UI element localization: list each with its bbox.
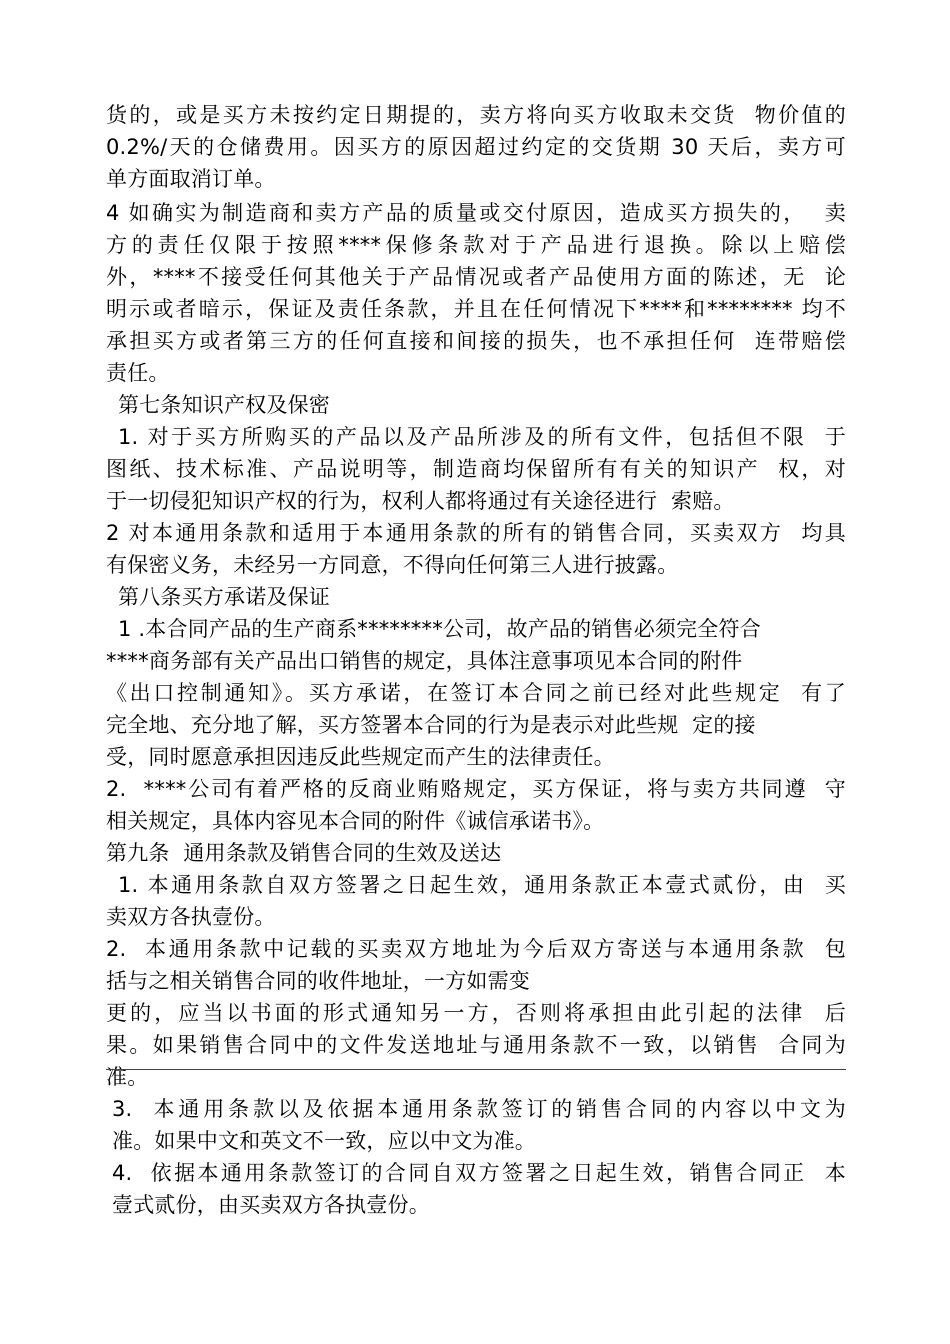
text-line: 壹式贰份，由买卖双方各执壹份。 [112,1193,430,1217]
text-line: 4 如确实为制造商和卖方产品的质量或交付原因，造成买方损失的， 卖 [106,201,846,225]
text-line: 更的，应当以书面的形式通知另一方，否则将承担由此引起的法律 后 [106,1001,846,1025]
text-line: 2. 本通用条款中记载的买卖双方地址为今后双方寄送与本通用条款 包 [106,937,846,961]
section-heading: 第八条买方承诺及保证 [118,585,330,609]
text-line: 图纸、技术标准、产品说明等，制造商均保留所有有关的知识产 权，对 [106,457,846,481]
text-line: 卖双方各执壹份。 [106,905,276,929]
text-line: 2 对本通用条款和适用于本通用条款的所有的销售合同，买卖双方 均具 [106,521,846,545]
text-line: 货的，或是买方未按约定日期提的，卖方将向买方收取未交货 物价值的 [106,103,846,127]
text-line: 完全地、充分地了解，买方签署本合同的行为是表示对此些规 定的接 [106,713,756,737]
text-line: 4. 依据本通用条款签订的合同自双方签署之日起生效，销售合同正 本 [112,1161,846,1185]
text-line: 1. 对于买方所购买的产品以及产品所涉及的所有文件，包括但不限 于 [118,425,846,449]
text-line: 于一切侵犯知识产权的行为，权利人都将通过有关途径进行 索赔。 [106,489,735,513]
text-line: 相关规定，具体内容见本合同的附件《诚信承诺书》。 [106,809,605,833]
text-line: 2. ****公司有着严格的反商业贿赂规定，买方保证，将与卖方共同遵 守 [106,777,846,801]
text-line: 果。如果销售合同中的文件发送地址与通用条款不一致，以销售 合同为 [106,1033,846,1057]
text-line: 1. 本通用条款自双方签署之日起生效，通用条款正本壹式贰份，由 买 [118,873,846,897]
text-line: 准。如果中文和英文不一致，应以中文为准。 [112,1129,536,1153]
text-line: 准。 [106,1065,149,1089]
text-line: 明示或者暗示，保证及责任条款，并且在任何情况下****和******** 均不 [106,297,846,321]
horizontal-rule [106,1069,846,1070]
text-line: 3. 本通用条款以及依据本通用条款签订的销售合同的内容以中文为 [112,1097,846,1121]
text-line: 0.2%/天的仓储费用。因买方的原因超过约定的交货期 30 天后，卖方可 [106,135,846,159]
section-heading: 第七条知识产权及保密 [118,393,330,417]
text-line: 括与之相关销售合同的收件地址，一方如需变 [106,969,530,993]
text-line: 受，同时愿意承担因违反此些规定而产生的法律责任。 [106,745,615,769]
text-line: 《出口控制通知》。买方承诺，在签订本合同之前已经对此些规定 有了 [106,681,846,705]
text-line: ****商务部有关产品出口销售的规定，具体注意事项见本合同的附件 [106,649,743,673]
text-line: 方的责任仅限于按照****保修条款对于产品进行退换。除以上赔偿 [106,233,846,257]
text-line: 外，****不接受任何其他关于产品情况或者产品使用方面的陈述，无 论 [106,265,846,289]
text-line: 1 .本合同产品的生产商系********公司，故产品的销售必须完全符合 [118,617,761,641]
text-line: 责任。 [106,361,170,385]
text-line: 承担买方或者第三方的任何直接和间接的损失，也不承担任何 连带赔偿 [106,329,846,353]
section-heading: 第九条 通用条款及销售合同的生效及送达 [106,841,502,865]
text-line: 单方面取消订单。 [106,167,276,191]
text-line: 有保密义务，未经另一方同意，不得向任何第三人进行披露。 [106,553,679,577]
